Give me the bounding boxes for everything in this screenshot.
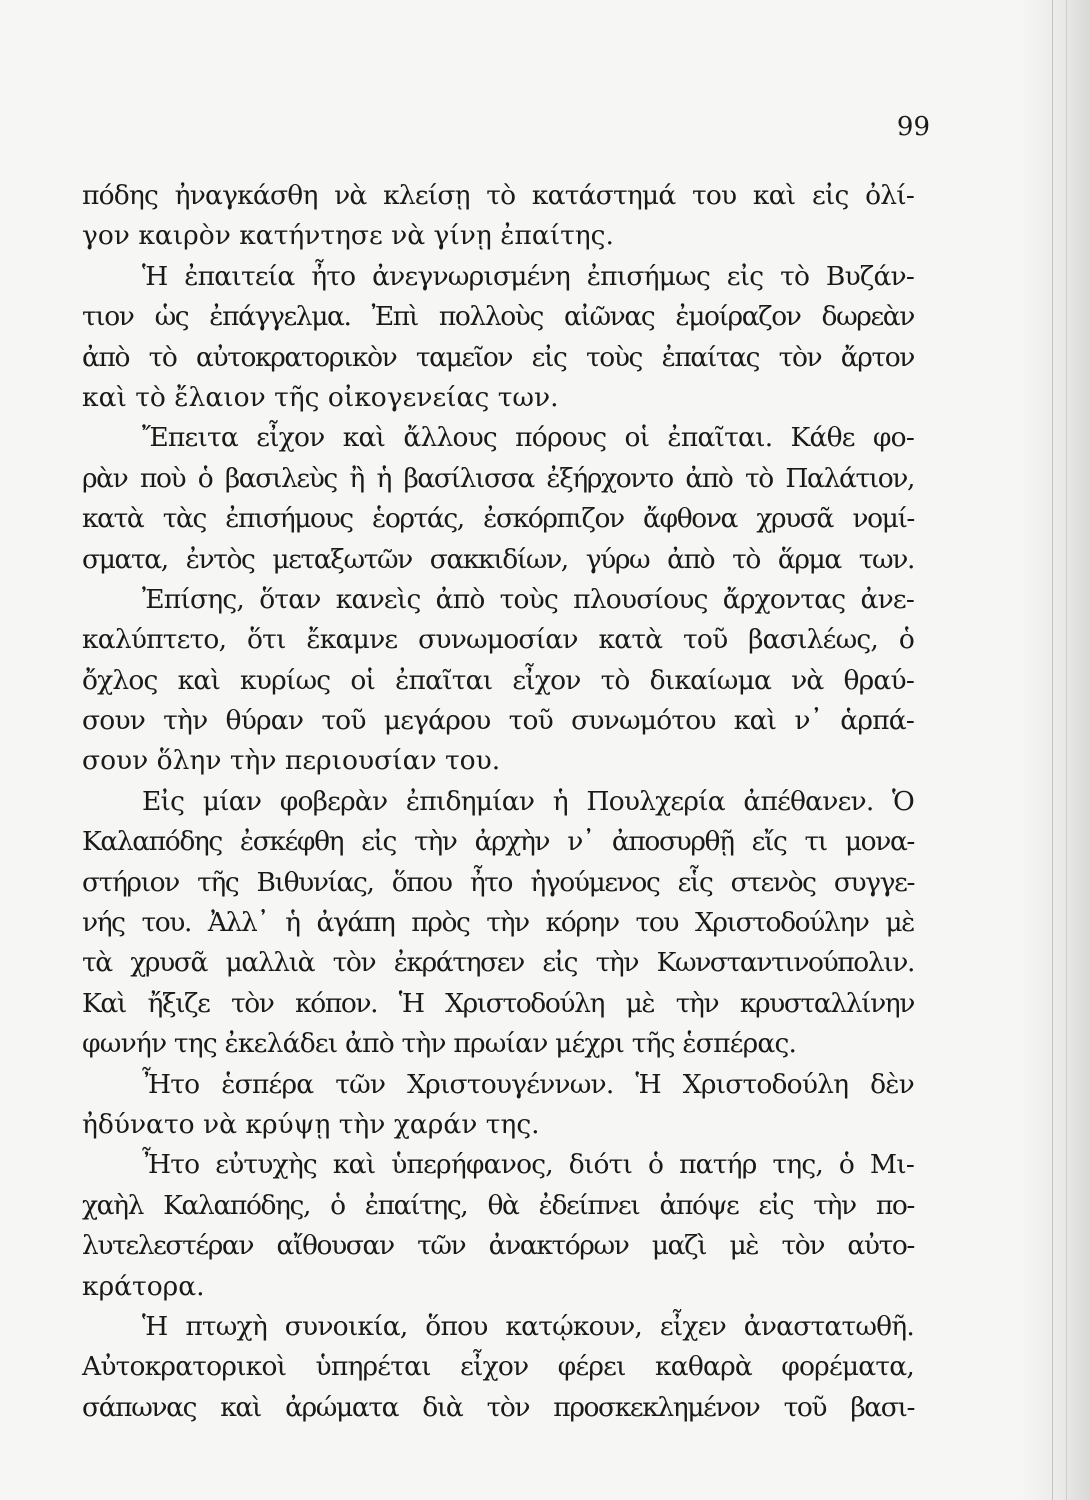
text-line: γον καιρὸν κατήντησε νὰ γίνῃ ἐπαίτης. — [82, 220, 614, 252]
text-line: Καλαπόδης ἐσκέφθη εἰς τὴν ἀρχὴν ν᾽ ἀποσυρθῇ εἴς τι μονα- — [82, 826, 914, 858]
body-text — [82, 176, 914, 1428]
page-edge-line — [1052, 0, 1053, 1500]
text-line: Ἡ πτωχὴ συνοικία, ὅπου κατῴκουν, εἶχεν ἀναστατωθῆ. — [142, 1310, 914, 1342]
text-line: στήριον τῆς Βιθυνίας, ὅπου ἦτο ἡγούμενος εἷς στενὸς συγγε- — [82, 866, 914, 898]
text-line: τιον ὡς ἐπάγγελμα. Ἐπὶ πολλοὺς αἰῶνας ἐμοίραζον δωρεὰν — [82, 301, 914, 333]
text-line: σουν ὅλην τὴν περιουσίαν του. — [82, 745, 501, 777]
text-line: κράτορα. — [82, 1270, 205, 1302]
text-line: ἠδύνατο νὰ κρύψῃ τὴν χαράν της. — [82, 1108, 540, 1140]
text-line: καλύπτετο, ὅτι ἔκαμνε συνωμοσίαν κατὰ τοῦ βασιλέως, ὁ — [82, 624, 914, 656]
page-edge-shadow — [1020, 0, 1090, 1500]
text-line: λυτελεστέραν αἴθουσαν τῶν ἀνακτόρων μαζὶ μὲ τὸν αὐτο- — [82, 1230, 914, 1262]
text-line: Ἔπειτα εἶχον καὶ ἄλλους πόρους οἱ ἐπαῖται. Κάθε φο- — [142, 422, 914, 454]
text-line: πόδης ἠναγκάσθη νὰ κλείσῃ τὸ κατάστημά του καὶ εἰς ὀλί- — [82, 180, 914, 211]
text-line: ὄχλος καὶ κυρίως οἱ ἐπαῖται εἶχον τὸ δικαίωμα νὰ θραύ- — [82, 664, 914, 696]
text-line: σάπωνας καὶ ἀρώματα διὰ τὸν προσκεκλημένον τοῦ βασι- — [82, 1391, 914, 1423]
text-line: Αὐτοκρατορικοὶ ὑπηρέται εἶχον φέρει καθαρὰ φορέματα, — [82, 1351, 914, 1383]
text-line: τὰ χρυσᾶ μαλλιὰ τὸν ἐκράτησεν εἰς τὴν Κωνσταντινούπολιν. — [82, 947, 914, 979]
page-edge-line — [1066, 0, 1067, 1500]
text-line: νής του. Ἀλλ᾽ ἡ ἀγάπη πρὸς τὴν κόρην του Χριστοδούλην μὲ — [82, 907, 914, 939]
text-line: καὶ τὸ ἔλαιον τῆς οἰκογενείας των. — [82, 381, 559, 413]
text-line: φωνήν της ἐκελάδει ἀπὸ τὴν πρωίαν μέχρι τῆς ἑσπέρας. — [82, 1028, 797, 1060]
text-line: Ἦτο ἑσπέρα τῶν Χριστουγέννων. Ἡ Χριστοδούλη δὲν — [142, 1068, 914, 1100]
text-line: Ἐπίσης, ὅταν κανεὶς ἀπὸ τοὺς πλουσίους ἄρχοντας ἀνε- — [142, 583, 914, 615]
text-line: χαὴλ Καλαπόδης, ὁ ἐπαίτης, θὰ ἐδείπνει ἀπόψε εἰς τὴν πο- — [82, 1189, 914, 1221]
text-line: ρὰν ποὺ ὁ βασιλεὺς ἢ ἡ βασίλισσα ἐξήρχοντο ἀπὸ τὸ Παλάτιον, — [82, 462, 914, 494]
text-line: Ἦτο εὐτυχὴς καὶ ὑπερήφανος, διότι ὁ πατήρ της, ὁ Μι- — [142, 1149, 914, 1181]
text-line: σματα, ἐντὸς μεταξωτῶν σακκιδίων, γύρω ἀπὸ τὸ ἅρμα των. — [82, 543, 914, 575]
text-line: Ἡ ἐπαιτεία ἦτο ἀνεγνωρισμένη ἐπισήμως εἰς τὸ Βυζάν- — [142, 260, 914, 292]
text-line: Καὶ ἤξιζε τὸν κόπον. Ἡ Χριστοδούλη μὲ τὴν κρυσταλλίνην — [82, 987, 914, 1019]
text-line: Εἰς μίαν φοβερὰν ἐπιδημίαν ἡ Πουλχερία ἀπέθανεν. Ὁ — [142, 785, 914, 817]
text-line: κατὰ τὰς ἐπισήμους ἑορτάς, ἐσκόρπιζον ἄφθονα χρυσᾶ νομί- — [82, 503, 914, 535]
text-line: σουν τὴν θύραν τοῦ μεγάρου τοῦ συνωμότου καὶ ν᾽ ἁρπά- — [82, 705, 914, 737]
page-number: 99 — [896, 112, 930, 142]
text-line: ἀπὸ τὸ αὐτοκρατορικὸν ταμεῖον εἰς τοὺς ἐπαίτας τὸν ἄρτον — [82, 341, 914, 373]
